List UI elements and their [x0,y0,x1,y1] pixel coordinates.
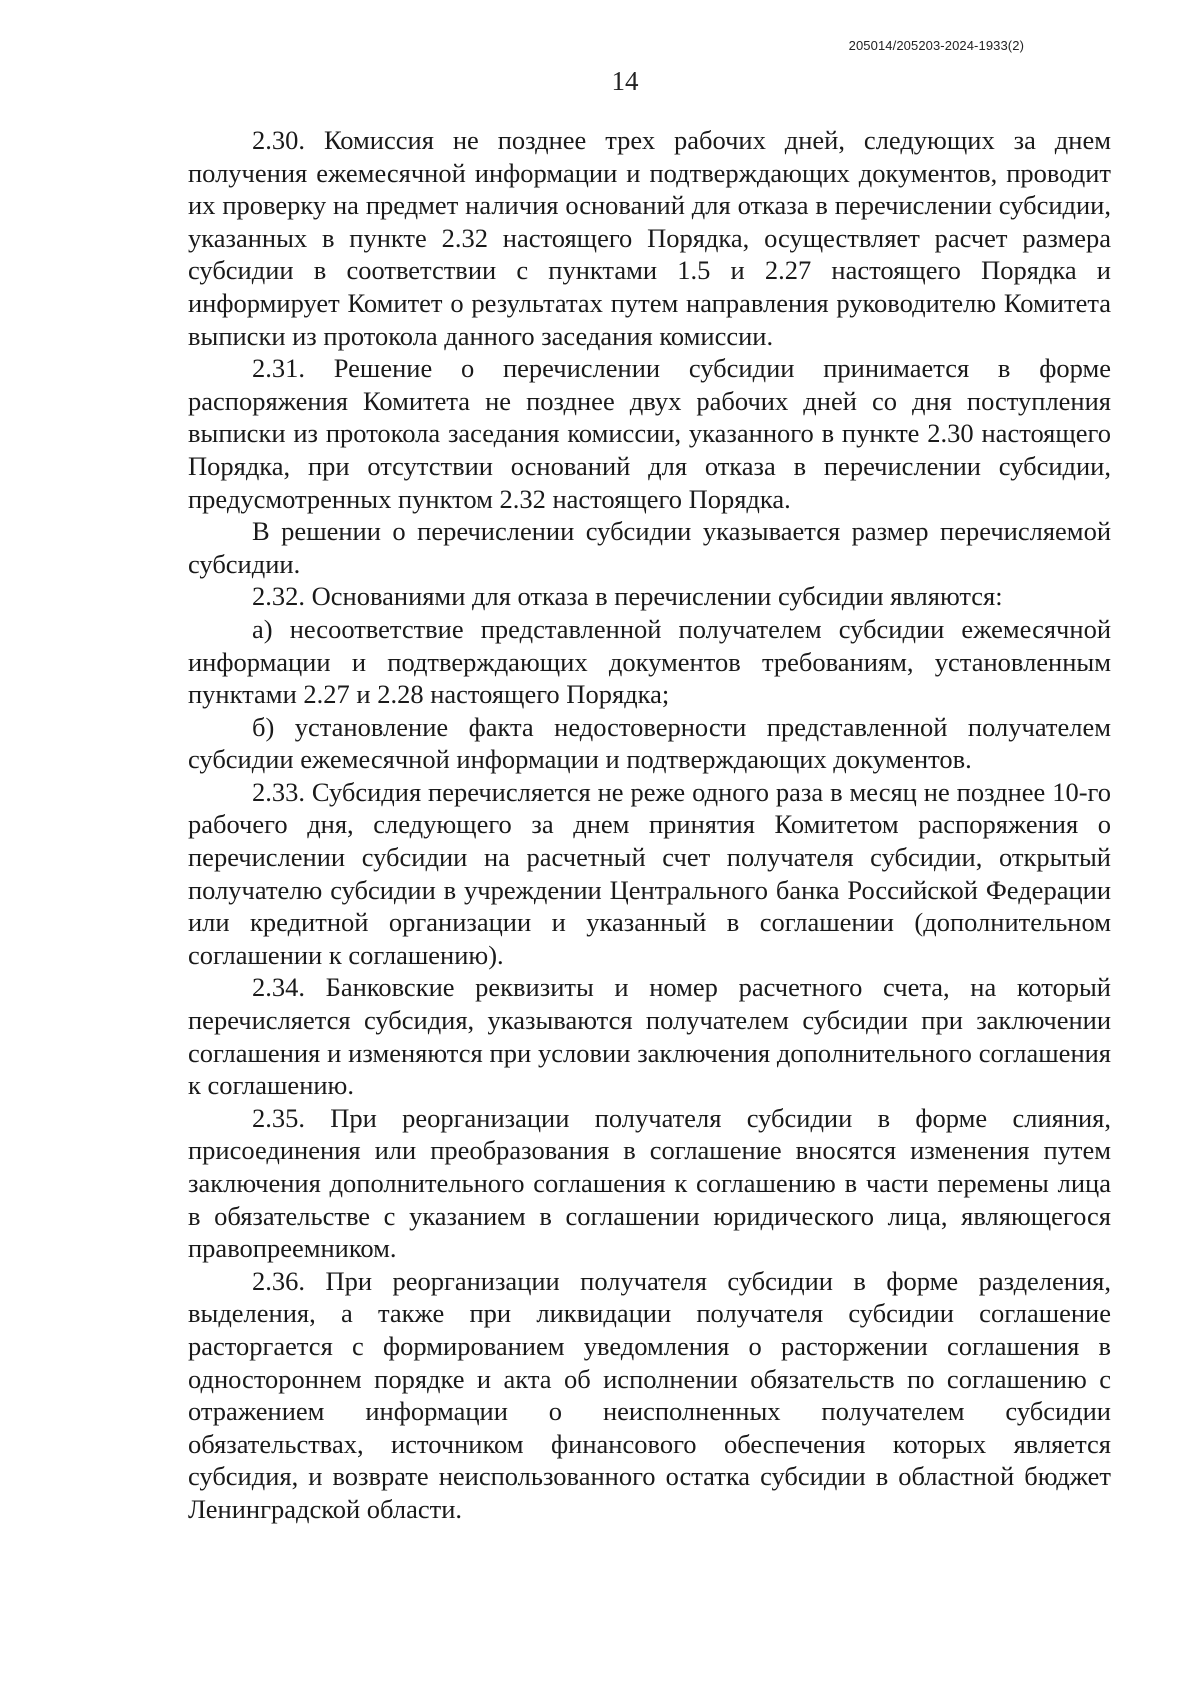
paragraph-2-30: 2.30. Комиссия не позднее трех рабочих дней, следующих за днем получения ежемесячной информации и подтверждающих документов, проводит их проверку на предмет наличия оснований для отказа в перечислении субсидии, указанных в пункте 2.32 настоящего Порядка, осуществляет расчет размера субсидии в соответствии с пунктами 1.5 и 2.27 настоящего Порядка и информирует Комитет о результатах путем направления руководителю Комитета выписки из протокола данного заседания комиссии. [188,125,1111,351]
document-body [188,124,1111,1526]
paragraph-2-34: 2.34. Банковские реквизиты и номер расчетного счета, на который перечисляется субсидия, указываются получателем субсидии при заключении соглашения и изменяются при условии заключения дополнительного соглашения к соглашению. [188,972,1111,1101]
page-number: 14 [611,66,639,96]
paragraph-2-32-b: б) установление факта недостоверности представленной получателем субсидии ежемесячной информации и подтверждающих документов. [188,711,1111,775]
paragraph-2-31: 2.31. Решение о перечислении субсидии принимается в форме распоряжения Комитета не позднее двух рабочих дней со дня поступления выписки из протокола заседания комиссии, указанного в пункте 2.30 настоящего Порядка, при отсутствии оснований для отказа в перечислении субсидии, предусмотренных пунктом 2.32 настоящего Порядка. [188,353,1111,514]
paragraph-decision-amount: В решении о перечислении субсидии указывается размер перечисляемой субсидии. [188,516,1111,579]
paragraph-2-35: 2.35. При реорганизации получателя субсидии в форме слияния, присоединения или преобразования в соглашение вносятся изменения путем заключения дополнительного соглашения к соглашению в части перемены лица в обязательстве с указанием в соглашении юридического лица, являющегося правопреемником. [188,1102,1111,1264]
paragraph-2-32-a: а) несоответствие представленной получателем субсидии ежемесячной информации и подтверждающих документов требованиям, установленным пунктами 2.27 и 2.28 настоящего Порядка; [188,613,1111,710]
paragraph-2-33: 2.33. Субсидия перечисляется не реже одного раза в месяц не позднее 10-го рабочего дня, следующего за днем принятия Комитетом распоряжения о перечислении субсидии на расчетный счет получателя субсидии, открытый получателю субсидии в учреждении Центрального банка Российской Федерации или кредитной организации и указанный в соглашении (дополнительном соглашении к соглашению). [188,776,1111,970]
paragraph-2-32: 2.32. Основаниями для отказа в перечислении субсидии являются: [252,581,1003,612]
document-id: 205014/205203-2024-1933(2) [848,38,1024,53]
paragraph-2-36: 2.36. При реорганизации получателя субсидии в форме разделения, выделения, а также при ликвидации получателя субсидии соглашение расторгается с формированием уведомления о расторжении соглашения в одностороннем порядке и акта об исполнении обязательств по соглашению с отражением информации о неисполненных получателем субсидии обязательствах, источником финансового обеспечения которых является субсидия, и возврате неиспользованного остатка субсидии в областной бюджет Ленинградской области. [188,1265,1111,1524]
